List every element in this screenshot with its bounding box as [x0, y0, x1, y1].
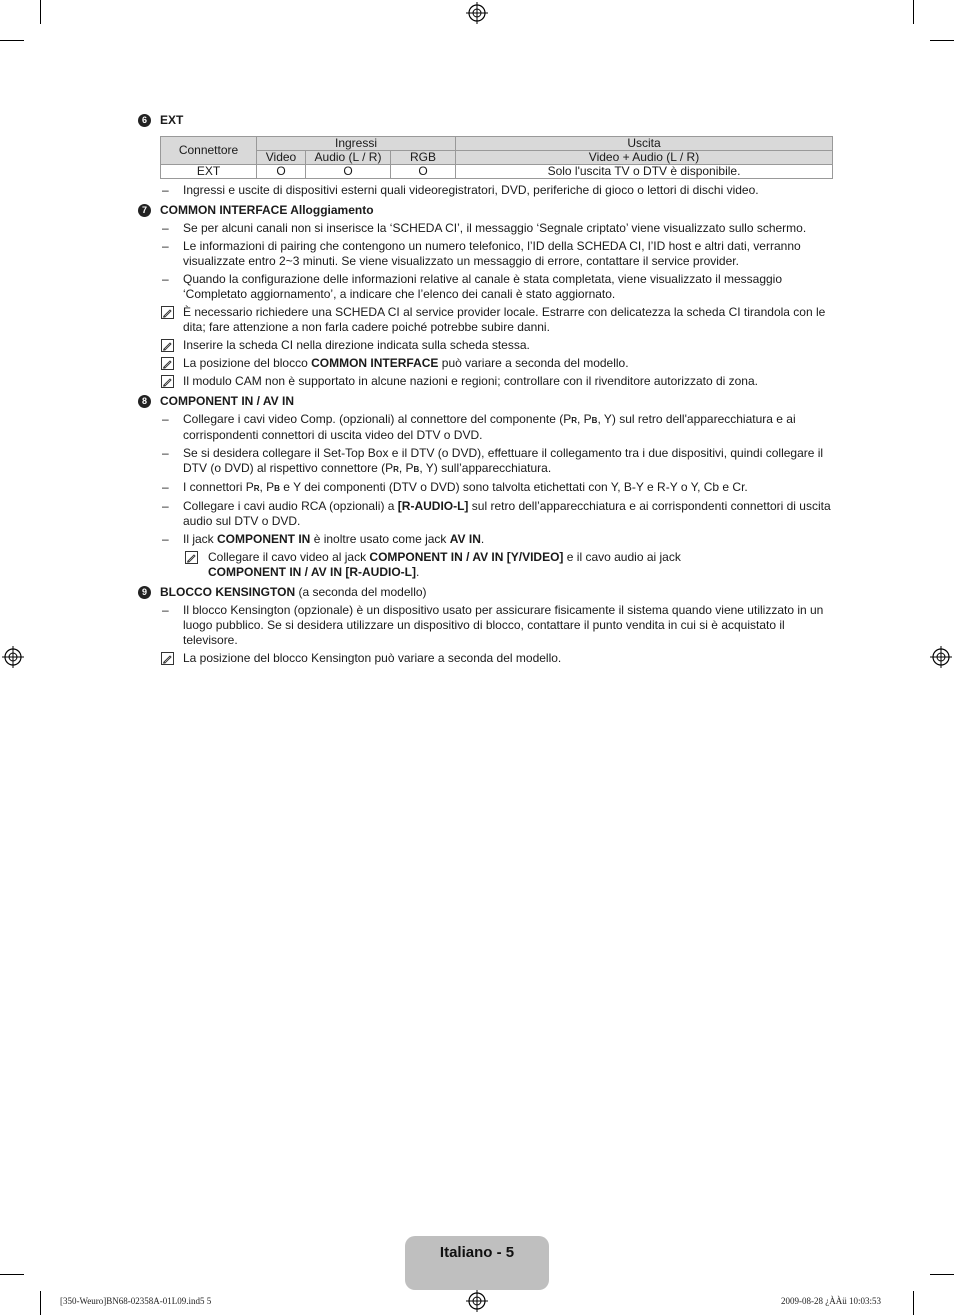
note-item: [138, 338, 838, 353]
subscript: R: [253, 484, 260, 493]
crop-mark: [913, 0, 914, 24]
subscript: B: [413, 465, 420, 474]
note-icon: [185, 551, 198, 564]
list-text: Collegare i cavi audio RCA (opzionali) a: [183, 499, 398, 513]
list-item: – Ingressi e uscite di dispositivi esterni quali videoregistratori, DVD, periferiche di gioco o lettori di dischi video.: [138, 183, 838, 198]
list-text: e Y dei componenti (DTV o DVD) sono talvolta etichettati con Y, B-Y e R-Y o Y, Cb e Cr.: [279, 480, 748, 494]
list-item: [138, 499, 838, 529]
table-header-video: Video: [257, 151, 306, 165]
registration-mark-icon: [2, 646, 24, 668]
crop-mark: [0, 40, 24, 41]
list-text: , P: [259, 480, 275, 494]
section-number-badge: 8: [138, 395, 151, 408]
list-text: è inoltre usato come jack: [310, 532, 450, 546]
list-item: [138, 412, 838, 443]
note-item: [138, 651, 838, 666]
crop-mark: [40, 0, 41, 24]
section-title: COMPONENT IN / AV IN: [160, 394, 295, 408]
crop-mark: [930, 1274, 954, 1275]
list-text-bold: COMPONENT IN: [217, 532, 311, 546]
table-cell: EXT: [161, 165, 257, 179]
table-cell: O: [306, 165, 391, 179]
note-text-bold: COMPONENT IN / AV IN [R-AUDIO-L]: [208, 565, 416, 579]
list-item: [138, 532, 838, 547]
print-slug-left: [350-Weuro]BN68-02358A-01L09.ind5 5: [60, 1296, 212, 1306]
list-text: Collegare i cavi video Comp. (opzionali) al connettore del componente (P: [183, 412, 572, 426]
section-title: EXT: [160, 113, 184, 127]
note-item: [138, 550, 838, 580]
subscript: R: [571, 416, 577, 425]
crop-mark: [0, 1274, 24, 1275]
note-text-bold: COMMON INTERFACE: [311, 356, 439, 370]
registration-mark-icon: [930, 646, 952, 668]
crop-mark: [930, 40, 954, 41]
table-header-audio: Audio (L / R): [306, 151, 391, 165]
note-text: È necessario richiedere una SCHEDA CI al service provider locale. Estrarre con delicatezza la scheda CI tirandola con le dita; fare attenzione a non farla cadere poiché potrebbe subire danni.: [183, 305, 826, 334]
section-ext-heading: [138, 113, 838, 128]
list-item: – Se per alcuni canali non si inserisce la ‘SCHEDA CI’, il messaggio ‘Segnale criptato’ viene visualizzato sullo schermo.: [138, 221, 838, 236]
section-kensington-heading: [138, 585, 838, 600]
list-text: , Y) sul retro dell'apparecchiatura e ai corrispondenti connettori di uscita video del DTV o DVD.: [183, 412, 796, 442]
note-text: La posizione del blocco Kensington può variare a seconda del modello.: [183, 651, 562, 665]
table-header-inputs: Ingressi: [257, 137, 456, 151]
section-title: COMMON INTERFACE Alloggiamento: [160, 203, 374, 217]
note-item: [138, 356, 838, 371]
list-item: [138, 446, 838, 477]
list-item: – Le informazioni di pairing che contengono un numero telefonico, l’ID della SCHEDA CI, l’ID host e altri dati, verranno visualizzate entro 2~3 minuti. Se viene visualizzato un messaggio di errore, contattare il service provider.: [138, 239, 838, 269]
print-slug-right: 2009-08-28 ¿ÀÀü 10:03:53: [781, 1296, 881, 1306]
list-text: Il jack: [183, 532, 218, 546]
note-item: [138, 305, 838, 335]
section-component-heading: [138, 394, 838, 409]
crop-mark: [913, 1291, 914, 1315]
page-number-label: Italiano - 5: [439, 1244, 515, 1261]
list-text: , P: [398, 461, 414, 475]
list-text: sul retro dell’apparecchiatura e ai corrispondenti connettori di uscita audio sul DTV o DVD.: [183, 499, 831, 528]
list-text: , P: [577, 412, 592, 426]
table-header-rgb: RGB: [391, 151, 456, 165]
registration-mark-icon: [466, 2, 488, 24]
note-text: può variare a seconda del modello.: [438, 356, 629, 370]
table-header-output: Uscita: [456, 137, 833, 151]
section-title-suffix: (a seconda del modello): [295, 585, 427, 599]
note-text: Il modulo CAM non è supportato in alcune nazioni e regioni; controllare con il rivenditore autorizzato di zona.: [183, 374, 758, 388]
note-text-bold: COMPONENT IN / AV IN [Y/VIDEO]: [369, 550, 564, 564]
table-header-connector: Connettore: [161, 137, 257, 165]
note-text: .: [415, 565, 420, 579]
page-number-tab: [405, 1236, 549, 1290]
list-text-bold: AV IN: [449, 532, 481, 546]
section-ci-heading: [138, 203, 838, 218]
note-text: Collegare il cavo video al jack: [208, 550, 370, 564]
ext-table: [160, 136, 833, 179]
table-cell: O: [391, 165, 456, 179]
crop-mark: [40, 1291, 41, 1315]
note-text: e il cavo audio ai jack: [563, 550, 681, 564]
main-content: [138, 110, 838, 666]
note-icon: [161, 357, 174, 370]
note-text: La posizione del blocco: [183, 356, 312, 370]
note-item: [138, 374, 838, 389]
subscript: B: [591, 416, 598, 425]
list-text-bold: [R-AUDIO-L]: [397, 499, 469, 513]
section-number-badge: 7: [138, 204, 151, 217]
subscript: R: [393, 465, 399, 474]
note-icon: [161, 652, 174, 665]
list-text: I connettori P: [183, 480, 254, 494]
list-item: – Il blocco Kensington (opzionale) è un dispositivo usato per assicurare fisicamente il sistema quando viene utilizzato in un luogo pubblico. Se si desidera utilizzare un dispositivo di blocco, contattare il punto vendita in cui si è acquistato il televisore.: [138, 603, 838, 648]
table-header-output-va: Video + Audio (L / R): [456, 151, 833, 165]
list-text: Se si desidera collegare il Set-Top Box e il DTV (o DVD), effettuare il collegamento tra i due dispositivi, quindi collegare il DTV (o DVD) al rispettivo connettore (P: [183, 446, 824, 475]
section-title: BLOCCO KENSINGTON: [160, 585, 296, 599]
section-number-badge: 6: [138, 114, 151, 127]
note-icon: [161, 306, 174, 319]
table-cell: O: [257, 165, 306, 179]
table-row: [161, 165, 833, 179]
note-icon: [161, 339, 174, 352]
table-cell: Solo l'uscita TV o DTV è disponibile.: [456, 165, 833, 179]
list-item: – Quando la configurazione delle informazioni relative al canale è stata completata, viene visualizzato il messaggio ‘Completato aggiornamento’, a indicare che l’elenco dei canali è stato aggiornato.: [138, 272, 838, 302]
list-text: .: [480, 532, 485, 546]
list-text: , Y) sull’apparecchiatura.: [419, 461, 552, 475]
section-number-badge: 9: [138, 586, 151, 599]
note-icon: [161, 375, 174, 388]
subscript: B: [274, 484, 280, 493]
list-item: [138, 480, 838, 496]
note-text: Inserire la scheda CI nella direzione indicata sulla scheda stessa.: [183, 338, 530, 352]
registration-mark-icon: [466, 1290, 488, 1312]
